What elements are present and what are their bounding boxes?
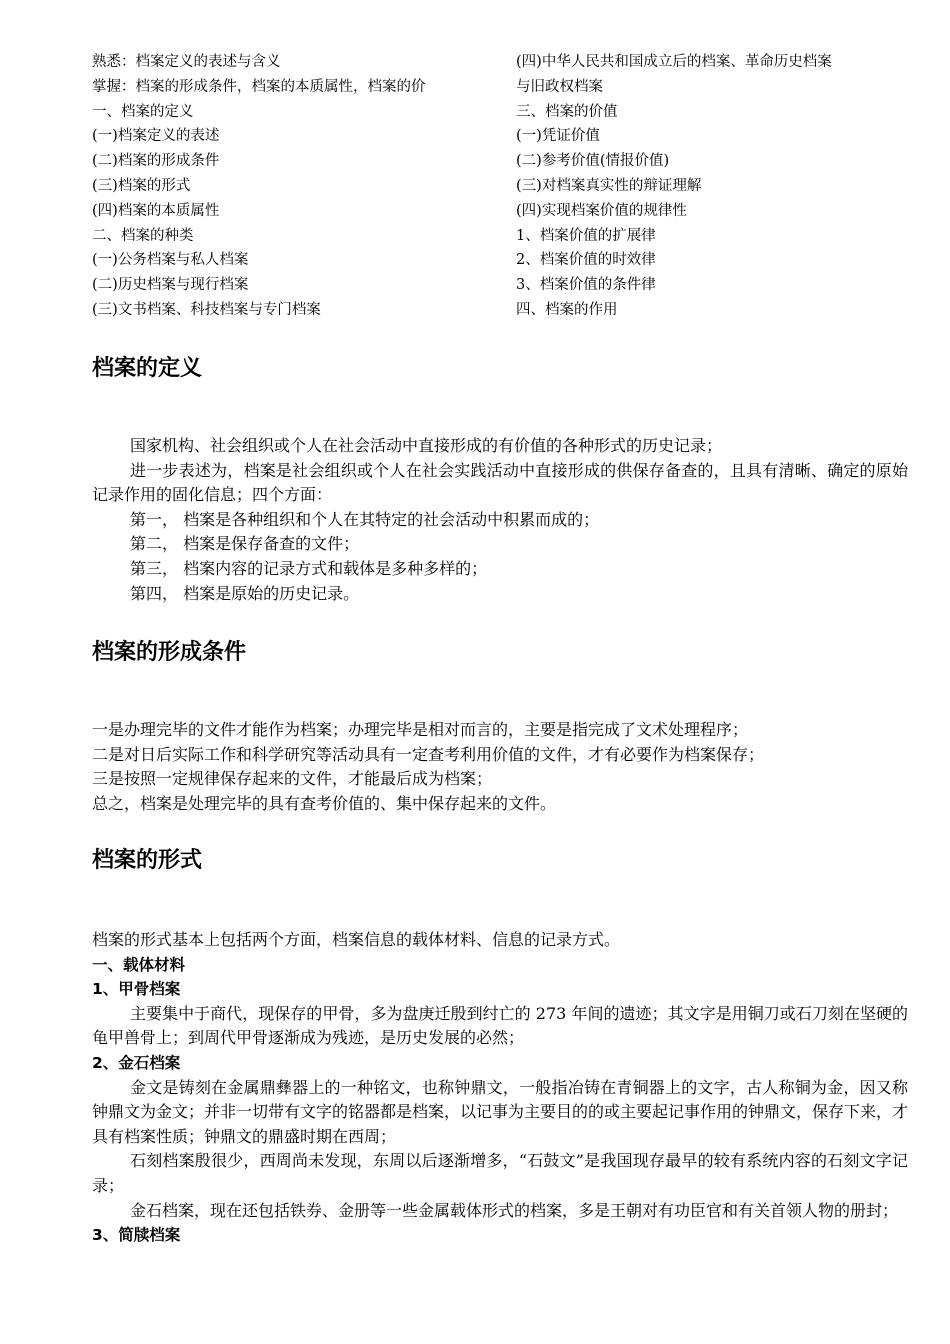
oracle-bone-paragraph: 主要集中于商代，现保存的甲骨，多为盘庚迁殷到纣亡的 273 年间的遗迹；其文字是用铜刀或石刀刻在坚硬的龟甲兽骨上；到周代甲骨逐渐成为残迹，是历史发展的必然； [92,1003,908,1048]
section-heading-definition: 档案的定义 [92,356,203,381]
definition-list-item: 第一， 档案是各种组织和个人在其特定的社会活动中积累而成的； [130,509,600,529]
outline-line: (四)档案的本质属性 [92,202,220,219]
definition-list-item: 第三， 档案内容的记录方式和载体是多种多样的； [130,558,488,578]
outline-line: 与旧政权档案 [516,78,603,95]
metal-stone-paragraph: 金石档案，现在还包括铁券、金册等一些金属载体形式的档案，多是王朝对有功臣官和有关首领人物的册封； [130,1200,899,1220]
subheading-oracle-bone: 1、甲骨档案 [92,980,181,999]
outline-left-column [92,50,492,323]
definition-paragraph: 进一步表述为，档案是社会组织或个人在社会实践活动中直接形成的供保存备查的，且具有清晰、确定的原始记录作用的固化信息；四个方面： [92,460,908,505]
outline-line: (三)文书档案、科技档案与专门档案 [92,301,321,318]
form-intro: 档案的形式基本上包括两个方面，档案信息的载体材料、信息的记录方式。 [92,930,621,949]
outline-line: 1、档案价值的扩展律 [516,227,656,244]
outline-line: (一)公务档案与私人档案 [92,252,249,269]
formation-line: 三是按照一定规律保存起来的文件，才能最后成为档案； [92,769,493,789]
outline-line: (二)历史档案与现行档案 [92,277,249,294]
section-heading-formation: 档案的形成条件 [92,640,247,665]
formation-line: 总之，档案是处理完毕的具有查考价值的、集中保存起来的文件。 [92,793,557,813]
outline-line: 掌握：档案的形成条件，档案的本质属性，档案的价 [92,78,426,95]
section-heading-form: 档案的形式 [92,848,203,873]
outline-line: (二)参考价值(情报价值) [516,153,670,170]
subheading-metal-stone: 2、金石档案 [92,1053,181,1072]
definition-body [92,434,908,606]
metal-stone-paragraph: 金文是铸刻在金属鼎彝器上的一种铭文，也称钟鼎文，一般指冶铸在青铜器上的文字，古人称铜为金，因又称钟鼎文为金文；并非一切带有文字的铭器都是档案，以记事为主要目的的或主要起记事作用的钟鼎文，保存下来，才具有档案性质；钟鼎文的鼎盛时期在西周； [92,1077,909,1146]
formation-body [92,718,908,816]
outline-line: 熟悉：档案定义的表述与含义 [92,54,281,70]
stone-carving-paragraph: 石刻档案殷很少，西周尚未发现，东周以后逐渐增多，“石鼓文”是我国现存最早的较有系统内容的石刻文字记录； [92,1151,908,1195]
formation-line: 二是对日后实际工作和科学研究等活动具有一定查考利用价值的文件，才有必要作为档案保存； [92,744,765,764]
outline-line: (四)实现档案价值的规律性 [516,202,687,219]
outline-line: 一、档案的定义 [92,103,194,120]
outline-line: (二)档案的形成条件 [92,153,220,170]
outline-line: (四)中华人民共和国成立后的档案、革命历史档案 [516,54,832,70]
outline-right-column [516,50,906,323]
formation-line: 一是办理完毕的文件才能作为档案；办理完毕是相对而言的，主要是指完成了文术处理程序； [92,720,749,739]
form-body [92,928,908,1248]
subheading-bamboo-slips: 3、简牍档案 [92,1226,181,1245]
outline-line: (三)档案的形式 [92,177,191,194]
outline-line: 四、档案的作用 [516,301,618,318]
outline-line: 3、档案价值的条件律 [516,277,656,294]
outline-line: 二、档案的种类 [92,227,194,244]
outline-line: 2、档案价值的时效律 [516,252,656,269]
definition-paragraph: 国家机构、社会组织或个人在社会活动中直接形成的有价值的各种形式的历史记录； [130,436,723,455]
definition-list-item: 第二， 档案是保存备查的文件； [130,534,360,554]
outline-line: 三、档案的价值 [516,103,618,120]
outline-line: (一)凭证价值 [516,128,600,145]
definition-list-item: 第四， 档案是原始的历史记录。 [130,583,360,603]
outline-line: (一)档案定义的表述 [92,128,220,145]
subheading-carrier: 一、载体材料 [92,955,186,974]
outline-line: (三)对档案真实性的辩证理解 [516,177,702,194]
